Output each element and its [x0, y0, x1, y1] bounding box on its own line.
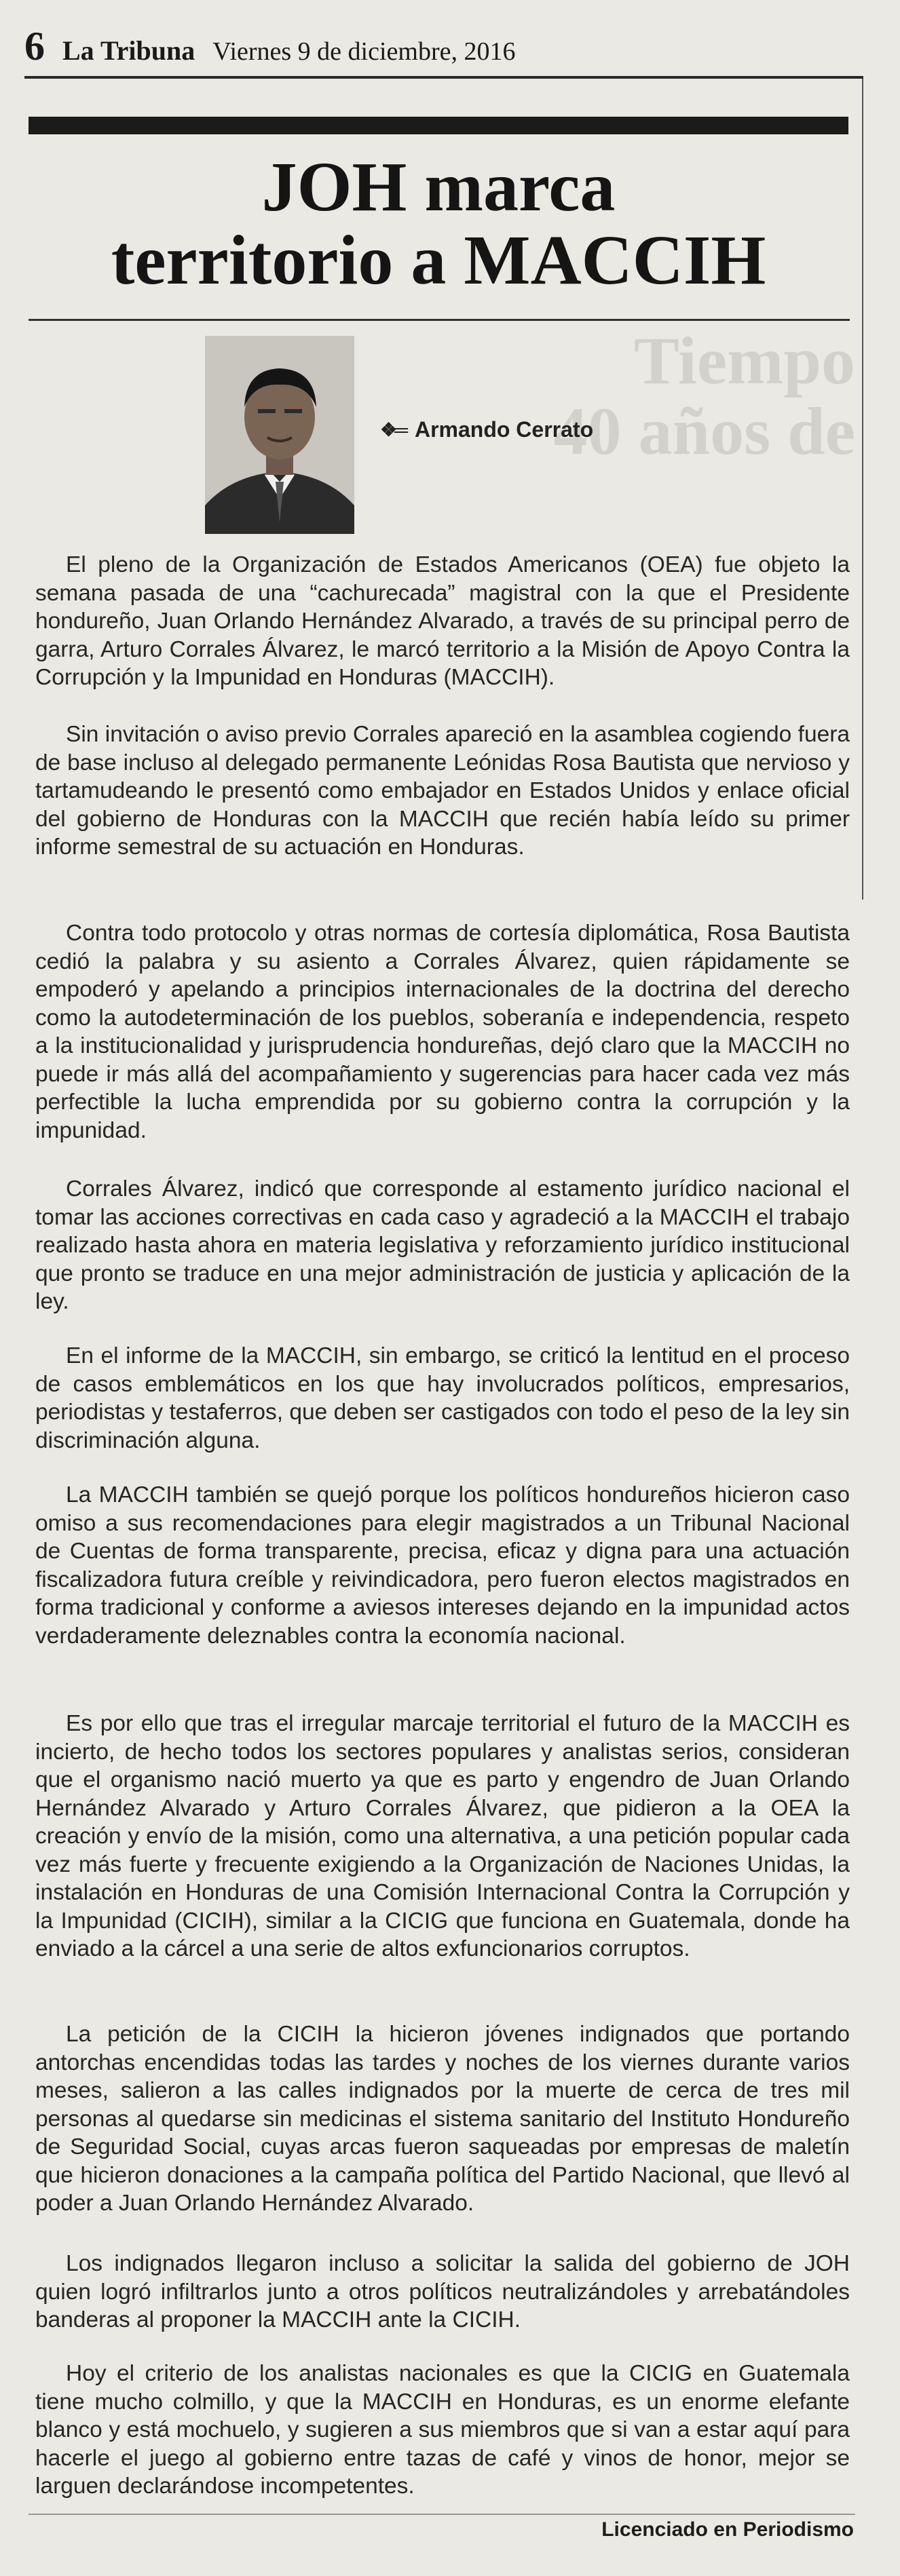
author-photo [205, 336, 354, 534]
author-name: Armando Cerrato [414, 417, 594, 442]
author-portrait-image [205, 336, 354, 534]
paragraph-4: Corrales Álvarez, indicó que corresponde al estamento jurídico nacional el tomar las acciones correctivas en cada caso y agradeció a la MACCIH el trabajo realizado hasta ahora en materia legislativa y reforzamiento jurídico institucional que pronto se traduce en una mejor administración de justicia y aplicación de la ley. [35, 1176, 850, 1314]
header-rule [24, 76, 863, 79]
paragraph-5: En el informe de la MACCIH, sin embargo, se criticó la lentitud en el proceso de casos emblemáticos en los que hay involucrados políticos, empresarios, periodistas y testaferros, que deben ser castigados con todo el peso de la ley sin discriminación alguna. [35, 1343, 850, 1453]
headline-line-2: territorio a MACCIH [111, 221, 766, 299]
paragraph-2: Sin invitación o aviso previo Corrales apareció en la asamblea cogiendo fuera de base incluso al delegado permanente Leónidas Rosa Bautista que nervioso y tartamudeando le presentó como embajador en Estados Unidos y enlace oficial del gobierno de Honduras con la MACCIH que recién había leído su primer informe semestral de su actuación en Honduras. [35, 722, 850, 860]
paragraph-8: La petición de la CICIH la hicieron jóvenes indignados que portando antorchas encendidas todas las tardes y noches de los viernes durante varios meses, salieron a las calles indignados por la muerte de cerca de tres mil personas al quedarse sin medicinas el sistema sanitario del Instituto Hondureño de Seguridad Social, cuyas arcas fueron saqueadas por empresas de maletín que hicieron donaciones a la campaña política del Partido Nacional, que llevó al poder a Juan Orlando Hernández Alvarado. [35, 2022, 850, 2216]
author-credit: Licenciado en Periodismo [601, 2518, 854, 2541]
page-number: 6 [24, 24, 45, 69]
headline [27, 148, 850, 299]
paragraph-1: El pleno de la Organización de Estados Americanos (OEA) fue objeto la semana pasada de una “cachurecada” magistral con la que el Presidente hondureño, Juan Orlando Hernández Alvarado, a través de su principal perro de garra, Arturo Corrales Álvarez, le marcó territorio a la Misión de Apoyo Contra la Corrupción y la Impunidad en Honduras (MACCIH). [35, 552, 850, 690]
top-black-bar [29, 117, 848, 134]
page-header [24, 23, 859, 77]
show-through-line-1: Tiempo [634, 323, 855, 398]
paragraph-7: Es por ello que tras el irregular marcaje territorial el futuro de la MACCIH es incierto, de hecho todos los sectores populares y analistas serios, consideran que el organismo nació muerto ya que es parto y engendro de Juan Orlando Hernández Alvarado y Arturo Corrales Álvarez, que pidieron a la OEA la creación y envío de la misión, como una alternativa, a una petición popular cada vez más fuerte y frecuente exigiendo a la Organización de Naciones Unidas, la instalación en Honduras de una Comisión Internacional Contra la Corrupción y la Impunidad (CICIH), similar a la CICIG que funciona en Guatemala, donde ha enviado a la cárcel a una serie de altos exfuncionarios corruptos. [35, 1711, 850, 1961]
paragraph-9: Los indignados llegaron incluso a solicitar la salida del gobierno de JOH quien logró infiltrarlos junto a otros políticos neutralizándoles y arrebatándoles banderas al proponer la MACCIH ante la CICIH. [35, 2251, 850, 2332]
headline-line-1: JOH marca [261, 148, 616, 226]
column-rule [862, 79, 863, 900]
byline-ornament: ❖═ [380, 419, 405, 440]
issue-date: Viernes 9 de diciembre, 2016 [212, 37, 516, 66]
show-through-text [516, 323, 855, 469]
paragraph-3: Contra todo protocolo y otras normas de cortesía diplomática, Rosa Bautista cedió la palabra y su asiento a Corrales Álvarez, quien rápidamente se empoderó y apelando a principios internacionales de la doctrina del derecho como la autodeterminación de los pueblos, soberanía e independencia, respeto a la institucionalidad y jurisprudencia hondureñas, dejó claro que la MACCIH no puede ir más allá del acompañamiento y sugerencias para hacer cada vez más perfectible la lucha emprendida por su gobierno contra la corrupción y la impunidad. [35, 921, 850, 1143]
footer-rule [29, 2514, 855, 2515]
paragraph-6: La MACCIH también se quejó porque los políticos hondureños hicieron caso omiso a sus recomendaciones para elegir magistrados a un Tribunal Nacional de Cuentas de forma transparente, precisa, eficaz y digna para una actuación fiscalizadora futura creíble y reivindicadora, pero fueron electos magistrados en forma tradicional y conforme a aviesos intereses dejando en la impunidad actos verdaderamente deleznables contra la economía nacional. [35, 1482, 850, 1649]
headline-rule [29, 319, 850, 321]
byline [380, 417, 593, 442]
paragraph-10: Hoy el criterio de los analistas nacionales es que la CICIG en Guatemala tiene mucho colmillo, y que la MACCIH en Honduras, es un enorme elefante blanco y está mochuelo, y sugieren a sus miembros que si van a estar aquí para hacerle el juego al gobierno entre tazas de café y vinos de honor, mejor se larguen declarándose incompetentes. [35, 2361, 850, 2499]
show-through-line-2: 40 años de [553, 393, 855, 469]
newspaper-name: La Tribuna [62, 35, 195, 66]
